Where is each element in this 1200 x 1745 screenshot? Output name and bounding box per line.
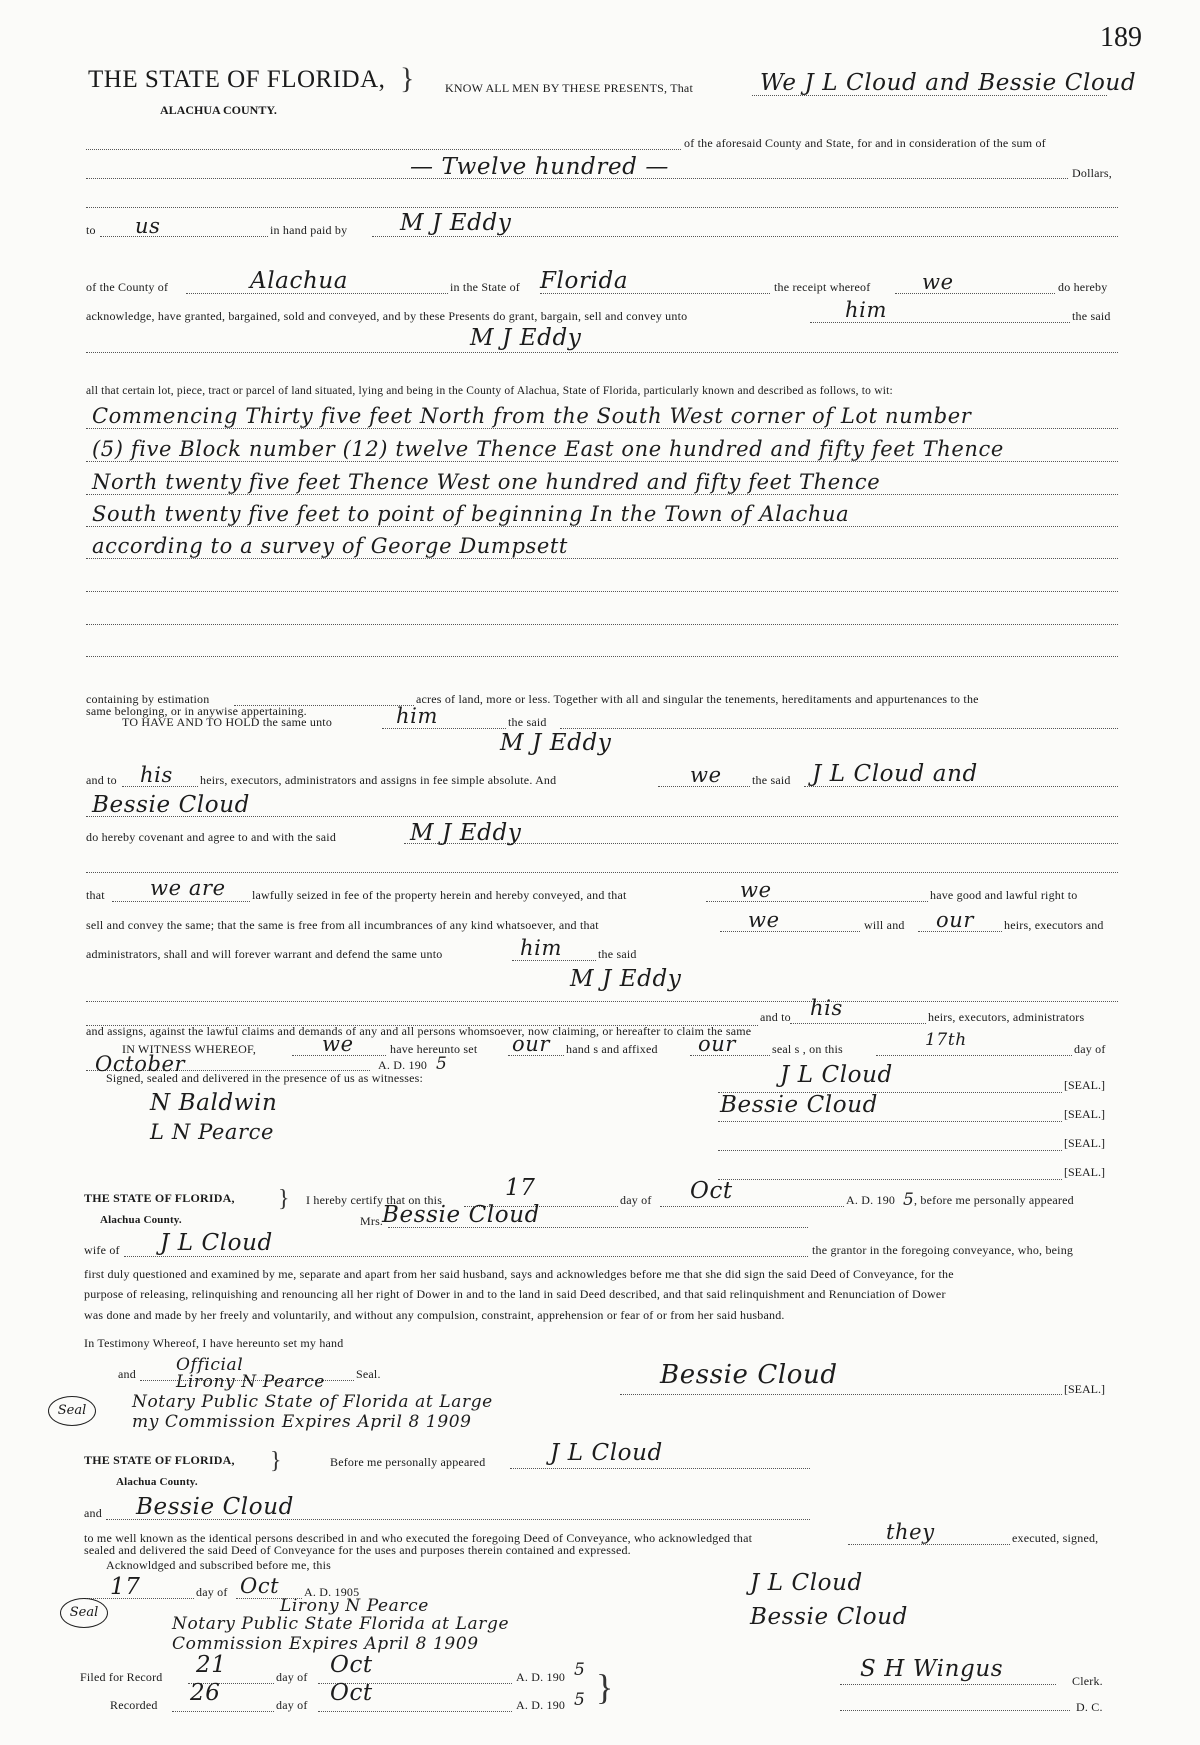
page-number: 189 xyxy=(1100,22,1142,53)
before-me-text: Before me personally appeared xyxy=(330,1455,486,1469)
signature2-handwritten: Bessie Cloud xyxy=(720,1092,878,1118)
dc-label: D. C. xyxy=(1076,1700,1103,1714)
ack1-body-1: first duly questioned and examined by me, separate and apart from her said husband, says and acknowledges before me that she did sign the said Deed of Conveyance, for the xyxy=(84,1267,954,1281)
description-line-1: Commencing Thirty five feet North from the South West corner of Lot number xyxy=(92,404,972,428)
ack1-ad: A. D. 190 xyxy=(846,1193,896,1207)
and-we-handwritten: we xyxy=(690,763,722,787)
description-line-2: (5) five Block number (12) twelve Thence East one hundred and fifty feet Thence xyxy=(92,437,1004,461)
receipt-label: the receipt whereof xyxy=(774,280,871,294)
ack2-and: and xyxy=(84,1506,102,1520)
heirs-exec-text: heirs, executors and xyxy=(1004,918,1104,932)
to-label: to xyxy=(86,223,96,237)
and-to-label: and to xyxy=(86,773,117,787)
ack2-notary-line-handwritten: Notary Public State Florida at Large xyxy=(172,1614,510,1634)
dollars-label: Dollars, xyxy=(1072,166,1112,180)
description-line-5: according to a survey of George Dumpsett xyxy=(92,534,568,558)
hereunto-text: have hereunto set xyxy=(390,1042,478,1056)
know-all-text: KNOW ALL MEN BY THESE PRESENTS, That xyxy=(445,81,693,95)
ack2-line2: sealed and delivered the said Deed of Conveyance for the uses and purposes therein contained and expressed. xyxy=(84,1543,631,1557)
grantors-handwritten: We J L Cloud and Bessie Cloud xyxy=(760,70,1137,96)
notary-stamp-1: Seal xyxy=(48,1396,96,1426)
the-said-label: the said xyxy=(1072,309,1111,323)
certify-text: I hereby certify that on this xyxy=(306,1193,443,1207)
to-handwritten: us xyxy=(135,214,161,238)
and-to-label-2: and to xyxy=(760,1010,791,1024)
ack2-signature1-handwritten: J L Cloud xyxy=(750,1570,863,1596)
ack1-month-handwritten: Oct xyxy=(690,1178,733,1204)
before-text: , before me personally appeared xyxy=(914,1193,1074,1207)
grantor-text: the grantor in the foregoing conveyance, who, being xyxy=(812,1243,1074,1257)
ad-label: A. D. 190 xyxy=(378,1058,428,1072)
ack2-line1: to me well known as the identical persons described in and who executed the foregoing Deed of Conveyance, who acknowledged that xyxy=(84,1531,753,1545)
recorded-month-handwritten: Oct xyxy=(330,1680,373,1706)
seal-4: [SEAL.] xyxy=(1064,1165,1105,1179)
habendum-grantors2-handwritten: Bessie Cloud xyxy=(92,792,250,818)
seals-text: seal s , on this xyxy=(772,1042,843,1056)
covenant-we2-handwritten: we xyxy=(748,908,780,932)
habendum-grantee-handwritten: M J Eddy xyxy=(500,730,612,756)
witness-our-handwritten: our xyxy=(512,1032,551,1056)
signature1-handwritten: J L Cloud xyxy=(780,1062,893,1088)
have-handwritten: him xyxy=(396,704,438,728)
acknowledged-text: Acknowldged and subscribed before me, this xyxy=(106,1558,332,1572)
do-hereby-label: do hereby xyxy=(1058,280,1108,294)
containing-label: containing by estimation xyxy=(86,692,210,706)
the-said-label-3: the said xyxy=(752,773,791,787)
grantee-handwritten: M J Eddy xyxy=(470,325,582,351)
will-and-label: will and xyxy=(864,918,905,932)
ack1-state: THE STATE OF FLORIDA, xyxy=(84,1191,235,1205)
covenant-grantee2-handwritten: M J Eddy xyxy=(570,966,682,992)
signed-text: Signed, sealed and delivered in the presence of us as witnesses: xyxy=(106,1071,424,1085)
are-handwritten: we are xyxy=(150,876,226,900)
acres-text: acres of land, more or less. Together with all and singular the tenements, hereditaments and appurtenances to the xyxy=(416,692,979,706)
ack1-notary-handwritten: Lirony N Pearce xyxy=(176,1372,325,1392)
we-handwritten: we xyxy=(922,270,954,294)
his-handwritten: his xyxy=(140,763,173,787)
acknowledge-text: acknowledge, have granted, bargained, sold and conveyed, and by these Presents do grant, bargain, sell and convey unto xyxy=(86,309,688,323)
covenant-text: do hereby covenant and agree to and with the said xyxy=(86,830,337,844)
the-said-label-2: the said xyxy=(508,715,547,729)
filed-year-handwritten: 5 xyxy=(574,1660,586,1680)
ack2-commission-handwritten: Commission Expires April 8 1909 xyxy=(172,1634,479,1654)
testimony-text: In Testimony Whereof, I have hereunto set my hand xyxy=(84,1336,344,1350)
covenant-his-handwritten: his xyxy=(810,996,843,1020)
seal-word: Seal. xyxy=(356,1367,381,1381)
seal-2: [SEAL.] xyxy=(1064,1107,1105,1121)
ack2-signature2-handwritten: Bessie Cloud xyxy=(750,1604,908,1630)
ack1-county: Alachua County. xyxy=(100,1214,182,1226)
heirs2-text: heirs, executors, administrators xyxy=(928,1010,1085,1024)
recorded-ad: A. D. 190 xyxy=(516,1698,566,1712)
have-good-text: have good and lawful right to xyxy=(930,888,1078,902)
unto-handwritten: him xyxy=(845,298,887,322)
recorded-label: Recorded xyxy=(110,1698,158,1712)
official-handwritten: Official xyxy=(176,1355,244,1375)
in-witness-text: IN WITNESS WHEREOF, xyxy=(122,1042,257,1056)
admin-text: administrators, shall and will forever warrant and defend the same unto xyxy=(86,947,443,961)
mrs-handwritten: Bessie Cloud xyxy=(382,1202,540,1228)
filed-label: Filed for Record xyxy=(80,1670,163,1684)
habendum-grantors-handwritten: J L Cloud and xyxy=(812,761,978,787)
filed-ad: A. D. 190 xyxy=(516,1670,566,1684)
they-handwritten: they xyxy=(886,1520,935,1544)
ack2-day-of: day of xyxy=(196,1585,228,1599)
ack2-month-handwritten: Oct xyxy=(240,1574,280,1598)
state-heading: THE STATE OF FLORIDA, xyxy=(88,66,386,93)
witness-month-handwritten: October xyxy=(95,1052,186,1076)
seal-1: [SEAL.] xyxy=(1064,1078,1105,1092)
in-state-label: in the State of xyxy=(450,280,520,294)
ack1-body-2: purpose of releasing, relinquishing and renouncing all her right of Dower in and to the land in said Deed described, and that said relinquishment and Renunciation of Dower xyxy=(84,1287,946,1301)
filed-day-of: day of xyxy=(276,1670,308,1684)
hands-text: hand s and affixed xyxy=(566,1042,658,1056)
ack2-person1-handwritten: J L Cloud xyxy=(550,1440,663,1466)
recorded-year-handwritten: 5 xyxy=(574,1690,586,1710)
witness-we-handwritten: we xyxy=(322,1032,354,1056)
covenant-grantee-handwritten: M J Eddy xyxy=(410,820,522,846)
deed-page: 189 THE STATE OF FLORIDA, } ALACHUA COUNTY. KNOW ALL MEN BY THESE PRESENTS, That We J L Cloud and Bessie Cloud of the aforesaid County and State, for and in consideration of the sum of — Twelve hundred — Dollars, to us in hand paid by M J Eddy of the County of Alachua in the State of Florida the receipt whereof we do hereby acknowledge, have granted, bargained, sold and conveyed, and by these Presents do grant, bargain, sell and convey unto him the said M J Eddy all that certain lot, piece, tract or parcel of land situated, lying and being in the County of Alachua, State of Florida, particularly known and described as follows, to wit: Commencing Thirty five feet North from the South West corner of Lot number (5) five Block number (12) twelve Thence East one hundred and fifty feet Thence North twenty five feet Thence West one hundred and fifty feet Thence South twenty five feet to point of beginning In the Town of Alachua according to a survey of George Dumpsett containing by estimation acres of land, more or less. Together with all and singular the tenements, hereditaments and appurtenances to the same belonging, or in anywise appertaining. TO HAVE AND TO HOLD the same unto him the said M J Eddy and to his heirs, executors, administrators and assigns in fee simple absolute. And we the said J L Cloud and Bessie Cloud do hereby covenant and agree to and with the said M J Eddy that we are lawfully seized in fee of the property herein and hereby conveyed, and that we have good and lawful right to sell and convey the same; that the same is free from all incumbrances of any kind whatsoever, and that we will and our heirs, executors and administrators, shall and will forever warrant and defend the same unto him the said M J Eddy and to his heirs, executors, administrators and assigns, against the lawful claims and demands of any and all persons whomsoever, now claiming, or hereafter to claim the same IN WITNESS WHEREOF, we have hereunto set our hand s and affixed our seal s , on this 17th day of October A. D. 190 5 Signed, sealed and delivered in the presence of us as witnesses: N Baldwin L N Pearce J L Cloud [SEAL.] Bessie Cloud [SEAL.] [SEAL.] [SEAL.] THE STATE OF FLORIDA, } Alachua County. I hereby certify that on this 17 day of Oct A. D. 190 5 , before me personally appeared Mrs. Bessie Cloud wife of J L Cloud the grantor in the foregoing conveyance, who, being first duly questioned and examined by me, separate and apart from her said husband, says and acknowledges before me that she did sign the said Deed of Conveyance, for the purpose of releasing, relinquishing and renouncing all her right of Dower in and to the land in said Deed described, and that said relinquishment and Renunciation of Dower was done and made by her freely and voluntarily, and without any compulsion, constraint, apprehension or fear of or from her said husband. In Testimony Whereof, I have hereunto set my hand and Official Seal. Lirony N Pearce Notary Public State of Florida at Large my Commission Expires April 8 1909 Seal Bessie Cloud [SEAL.] THE STATE OF FLORIDA, } Alachua County. Before me personally appeared J L Cloud and Bessie Cloud to me well known as the identical persons described in and who executed the foregoing Deed of Conveyance, who acknowledged that they executed, signed, sealed and delivered the said Deed of Conveyance for the uses and purposes therein contained and expressed. Acknowldged and subscribed before me, this 17 day of Oct A. D. 1905 Lirony N Pearce Notary Public State Florida at Large Commission Expires April 8 1909 Seal J L Cloud Bessie Cloud Filed for Record 21 day of Oct A. D. 190 5 Recorded 26 day of Oct A. D. 190 5 } S H Wingus Clerk. D. C. xyxy=(0,0,1200,1745)
heirs-text: heirs, executors, administrators and assigns in fee simple absolute. And xyxy=(200,773,557,787)
amount-handwritten: — Twelve hundred — xyxy=(410,154,670,180)
day-of-label: day of xyxy=(1074,1042,1106,1056)
to-have-text: TO HAVE AND TO HOLD the same unto xyxy=(122,715,333,729)
covenant-we-handwritten: we xyxy=(740,878,772,902)
paid-by-handwritten: M J Eddy xyxy=(400,210,512,236)
recorded-day-handwritten: 26 xyxy=(190,1680,221,1706)
ack1-signature-handwritten: Bessie Cloud xyxy=(660,1360,838,1390)
paid-by-label: in hand paid by xyxy=(270,223,348,237)
and-label: and xyxy=(118,1367,136,1381)
clerk-label: Clerk. xyxy=(1072,1674,1103,1688)
same-belonging-text: same belonging, or in anywise appertaining. xyxy=(86,704,307,718)
recorded-day-of: day of xyxy=(276,1698,308,1712)
covenant-him-handwritten: him xyxy=(520,936,562,960)
notary-stamp-2: Seal xyxy=(60,1598,108,1628)
witness-our2-handwritten: our xyxy=(698,1032,737,1056)
sell-text: sell and convey the same; that the same is free from all incumbrances of any kind whatsoever, and that xyxy=(86,918,599,932)
county-heading: ALACHUA COUNTY. xyxy=(160,103,277,117)
filed-month-handwritten: Oct xyxy=(330,1652,373,1678)
husband-handwritten: J L Cloud xyxy=(160,1230,273,1256)
clerk-handwritten: S H Wingus xyxy=(860,1656,1004,1682)
ack2-notary-handwritten: Lirony N Pearce xyxy=(280,1596,429,1616)
land-intro: all that certain lot, piece, tract or parcel of land situated, lying and being in the County of Alachua, State of Florida, particularly known and described as follows, to wit: xyxy=(86,385,893,397)
ack1-day-of: day of xyxy=(620,1193,652,1207)
witness1-handwritten: N Baldwin xyxy=(150,1090,278,1116)
ack2-person2-handwritten: Bessie Cloud xyxy=(136,1494,294,1520)
filed-day-handwritten: 21 xyxy=(196,1652,227,1678)
the-said-label-4: the said xyxy=(598,947,637,961)
ack1-body-3: was done and made by her freely and voluntarily, and without any compulsion, constraint, apprehension or fear of or from her said husband. xyxy=(84,1308,785,1322)
ack2-county: Alachua County. xyxy=(116,1476,198,1488)
consideration-text: of the aforesaid County and State, for and in consideration of the sum of xyxy=(684,136,1046,150)
ack1-year-handwritten: 5 xyxy=(903,1190,915,1210)
state-handwritten: Florida xyxy=(540,268,629,294)
header-brace: } xyxy=(400,62,415,95)
ack2-state: THE STATE OF FLORIDA, xyxy=(84,1453,235,1467)
county-handwritten: Alachua xyxy=(250,268,349,294)
our-handwritten: our xyxy=(936,908,975,932)
ack2-ad: A. D. 1905 xyxy=(304,1585,360,1599)
assigns-text: and assigns, against the lawful claims and demands of any and all persons whomsoever, now claiming, or hereafter to claim the same xyxy=(86,1024,752,1038)
ack1-day-handwritten: 17 xyxy=(505,1175,536,1201)
mrs-label: Mrs. xyxy=(360,1214,384,1228)
wife-of-label: wife of xyxy=(84,1243,120,1257)
witness-day-handwritten: 17th xyxy=(925,1030,967,1050)
ack1-seal: [SEAL.] xyxy=(1064,1382,1105,1396)
seized-text: lawfully seized in fee of the property herein and hereby conveyed, and that xyxy=(252,888,627,902)
description-line-4: South twenty five feet to point of beginning In the Town of Alachua xyxy=(92,502,850,526)
ack2-day-handwritten: 17 xyxy=(110,1574,141,1600)
of-county-label: of the County of xyxy=(86,280,169,294)
seal-3: [SEAL.] xyxy=(1064,1136,1105,1150)
witness-year-handwritten: 5 xyxy=(436,1054,448,1074)
ack1-notary-line-handwritten: Notary Public State of Florida at Large xyxy=(132,1392,493,1412)
that-label: that xyxy=(86,888,105,902)
ack1-commission-handwritten: my Commission Expires April 8 1909 xyxy=(132,1412,472,1432)
witness2-handwritten: L N Pearce xyxy=(150,1120,275,1144)
description-line-3: North twenty five feet Thence West one hundred and fifty feet Thence xyxy=(92,470,881,494)
executed-text: executed, signed, xyxy=(1012,1531,1099,1545)
